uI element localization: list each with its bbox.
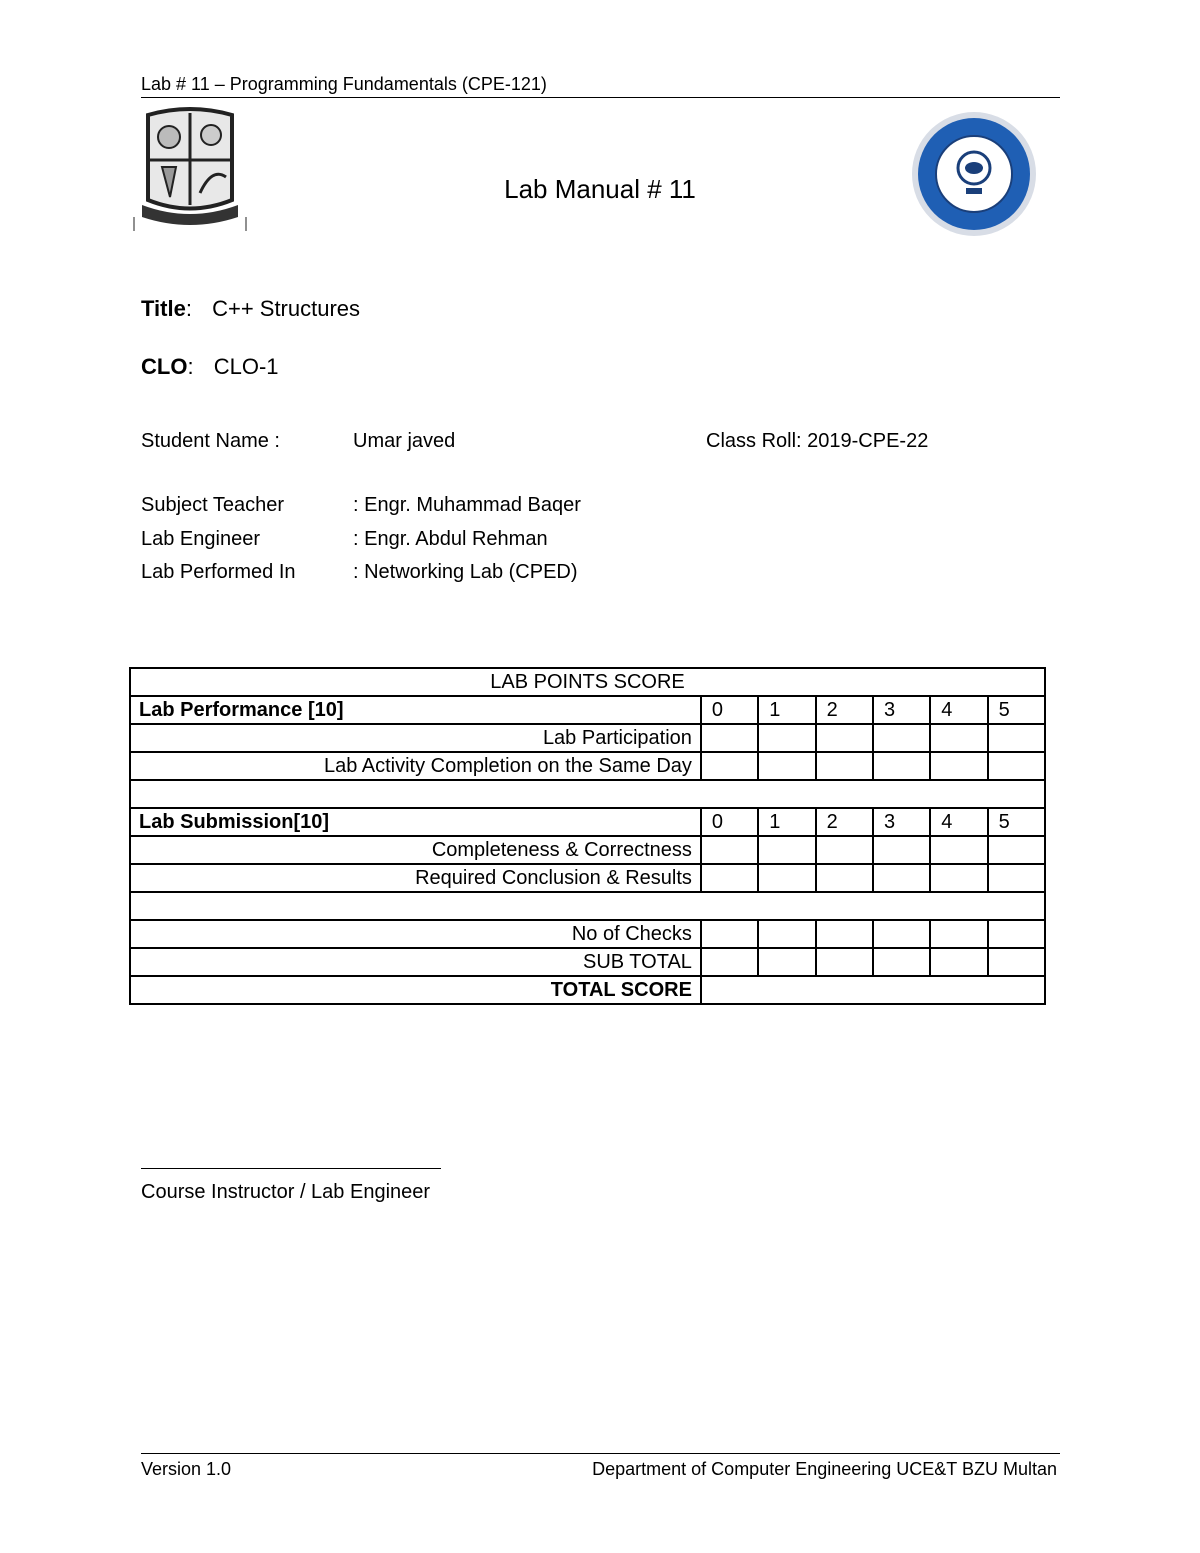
score-cell[interactable] bbox=[816, 864, 873, 892]
scale-0: 0 bbox=[701, 808, 758, 836]
signature-line bbox=[141, 1168, 441, 1169]
scale-5: 5 bbox=[988, 696, 1045, 724]
table-row bbox=[130, 920, 1045, 948]
score-cell[interactable] bbox=[930, 864, 987, 892]
score-cell[interactable] bbox=[930, 752, 987, 780]
score-cell[interactable] bbox=[988, 948, 1045, 976]
score-cell[interactable] bbox=[816, 948, 873, 976]
score-cell[interactable] bbox=[758, 836, 815, 864]
lab-engineer-label: Lab Engineer bbox=[141, 528, 260, 550]
criterion-label: Lab Activity Completion on the Same Day bbox=[130, 752, 701, 780]
scale-4: 4 bbox=[930, 808, 987, 836]
score-cell[interactable] bbox=[701, 724, 758, 752]
footer-department: Department of Computer Engineering UCE&T BZU Multan bbox=[592, 1459, 1057, 1479]
score-cell[interactable] bbox=[988, 836, 1045, 864]
title-field: Title: C++ Structures bbox=[141, 296, 361, 321]
spacer-cell bbox=[130, 892, 1045, 920]
score-cell[interactable] bbox=[758, 864, 815, 892]
sub-total-label: SUB TOTAL bbox=[130, 948, 701, 976]
signature-label: Course Instructor / Lab Engineer bbox=[141, 1181, 431, 1203]
performance-heading: Lab Performance [10] bbox=[130, 696, 701, 724]
table-row bbox=[130, 724, 1045, 752]
subject-teacher-value: : Engr. Muhammad Baqer bbox=[353, 494, 581, 516]
scale-1: 1 bbox=[758, 808, 815, 836]
footer-divider bbox=[141, 1453, 1060, 1454]
lab-performed-value: : Networking Lab (CPED) bbox=[353, 561, 578, 583]
class-roll: Class Roll: 2019-CPE-22 bbox=[706, 430, 929, 452]
scale-3: 3 bbox=[873, 696, 930, 724]
student-name-value: Umar javed bbox=[353, 430, 456, 452]
lab-engineer-value: : Engr. Abdul Rehman bbox=[353, 528, 548, 550]
uce-t-crest-icon bbox=[130, 105, 250, 235]
title-value: C++ Structures bbox=[212, 296, 361, 321]
subject-teacher-label: Subject Teacher bbox=[141, 494, 285, 516]
table-caption-row bbox=[130, 668, 1045, 696]
score-cell[interactable] bbox=[873, 836, 930, 864]
score-cell[interactable] bbox=[816, 836, 873, 864]
score-cell[interactable] bbox=[930, 948, 987, 976]
checks-label: No of Checks bbox=[130, 920, 701, 948]
running-header: Lab # 11 – Programming Fundamentals (CPE-121) bbox=[141, 74, 547, 94]
spacer-row bbox=[130, 892, 1045, 920]
score-cell[interactable] bbox=[988, 920, 1045, 948]
lab-manual-title: Lab Manual # 11 bbox=[504, 174, 696, 204]
table-row bbox=[130, 808, 1045, 836]
scale-2: 2 bbox=[816, 808, 873, 836]
table-caption: LAB POINTS SCORE bbox=[130, 668, 1045, 696]
score-cell[interactable] bbox=[816, 920, 873, 948]
score-cell[interactable] bbox=[758, 752, 815, 780]
student-name-label: Student Name : bbox=[141, 430, 280, 452]
score-cell[interactable] bbox=[701, 752, 758, 780]
scale-2: 2 bbox=[816, 696, 873, 724]
score-cell[interactable] bbox=[816, 724, 873, 752]
table-row bbox=[130, 976, 1045, 1004]
spacer-row bbox=[130, 780, 1045, 808]
score-cell[interactable] bbox=[930, 836, 987, 864]
table-row bbox=[130, 752, 1045, 780]
scale-5: 5 bbox=[988, 808, 1045, 836]
clo-value: CLO-1 bbox=[213, 354, 279, 379]
score-cell[interactable] bbox=[758, 920, 815, 948]
score-cell[interactable] bbox=[873, 920, 930, 948]
score-cell[interactable] bbox=[873, 864, 930, 892]
score-cell[interactable] bbox=[988, 864, 1045, 892]
score-cell[interactable] bbox=[701, 836, 758, 864]
score-cell[interactable] bbox=[758, 948, 815, 976]
criterion-label: Required Conclusion & Results bbox=[130, 864, 701, 892]
score-cell[interactable] bbox=[873, 948, 930, 976]
table-row bbox=[130, 696, 1045, 724]
score-cell[interactable] bbox=[873, 752, 930, 780]
scale-3: 3 bbox=[873, 808, 930, 836]
score-cell[interactable] bbox=[701, 864, 758, 892]
clo-field: CLO: CLO-1 bbox=[141, 354, 279, 379]
table-row bbox=[130, 864, 1045, 892]
footer-version: Version 1.0 bbox=[141, 1459, 232, 1479]
score-cell[interactable] bbox=[816, 752, 873, 780]
scale-1: 1 bbox=[758, 696, 815, 724]
scale-4: 4 bbox=[930, 696, 987, 724]
lab-performed-label: Lab Performed In bbox=[141, 561, 296, 583]
criterion-label: Lab Participation bbox=[130, 724, 701, 752]
spacer-cell bbox=[130, 780, 1045, 808]
total-score-label: TOTAL SCORE bbox=[130, 976, 701, 1004]
score-cell[interactable] bbox=[988, 752, 1045, 780]
submission-heading: Lab Submission[10] bbox=[130, 808, 701, 836]
criterion-label: Completeness & Correctness bbox=[130, 836, 701, 864]
score-cell[interactable] bbox=[701, 948, 758, 976]
score-cell[interactable] bbox=[930, 920, 987, 948]
scale-0: 0 bbox=[701, 696, 758, 724]
lab-points-score-table bbox=[129, 667, 1046, 1005]
title-label: Title bbox=[141, 296, 186, 321]
score-cell[interactable] bbox=[701, 920, 758, 948]
score-cell[interactable] bbox=[758, 724, 815, 752]
score-cell[interactable] bbox=[873, 724, 930, 752]
score-cell[interactable] bbox=[988, 724, 1045, 752]
score-cell[interactable] bbox=[930, 724, 987, 752]
clo-label: CLO bbox=[141, 354, 188, 379]
table-row bbox=[130, 948, 1045, 976]
total-score-cell[interactable] bbox=[701, 976, 1045, 1004]
table-row bbox=[130, 836, 1045, 864]
header-divider bbox=[141, 97, 1060, 98]
